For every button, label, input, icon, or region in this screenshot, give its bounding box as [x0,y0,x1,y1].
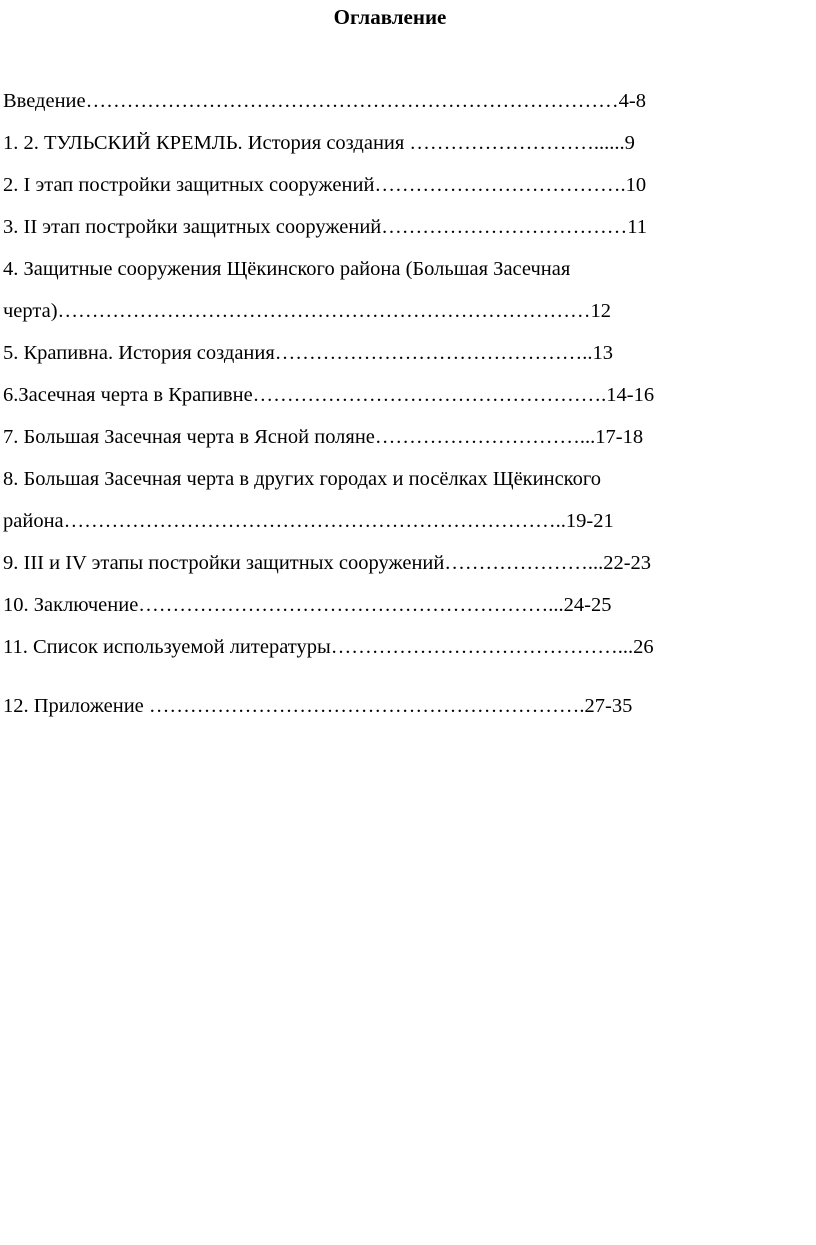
toc-entry-introduction: Введение……………………………………………………………………4-8 [3,90,646,112]
toc-entry-references: 11. Список используемой литературы……………………………………...26 [3,636,654,658]
toc-entry-other-towns: 8. Большая Засечная черта в других городах и посёлках Щёкинского [3,468,601,490]
toc-entry-stage-2: 3. II этап постройки защитных сооружений………………………………11 [3,216,648,238]
toc-entry-other-towns-cont: района………………………………………………………………..19-21 [3,510,614,532]
toc-entry-shchekino-defenses: 4. Защитные сооружения Щёкинского района (Большая Засечная [3,258,571,280]
page-title: Оглавление [333,5,447,29]
toc-entry-stages-3-4: 9. III и IV этапы постройки защитных сооружений…………………...22-23 [3,552,652,574]
toc-entry-appendix: 12. Приложение ……………………………………………………….27-35 [3,695,633,717]
toc-entry-krapivna-history: 5. Крапивна. История создания………………………………………..13 [3,342,614,364]
toc-entry-conclusion: 10. Заключение……………………………………………………...24-25 [3,594,612,616]
toc-entry-yasnaya-polyana: 7. Большая Засечная черта в Ясной поляне…………………………...17-18 [3,426,644,448]
toc-entry-stage-1: 2. I этап постройки защитных сооружений……………………………….10 [3,174,647,196]
toc-entry-tula-kremlin: 1. 2. ТУЛЬСКИЙ КРЕМЛЬ. История создания ………………………......9 [3,132,635,154]
toc-entry-krapivna-line: 6.Засечная черта в Крапивне…………………………………………….14-16 [3,384,655,406]
toc-entry-shchekino-defenses-cont: черта)……………………………………………………………………12 [3,300,612,322]
